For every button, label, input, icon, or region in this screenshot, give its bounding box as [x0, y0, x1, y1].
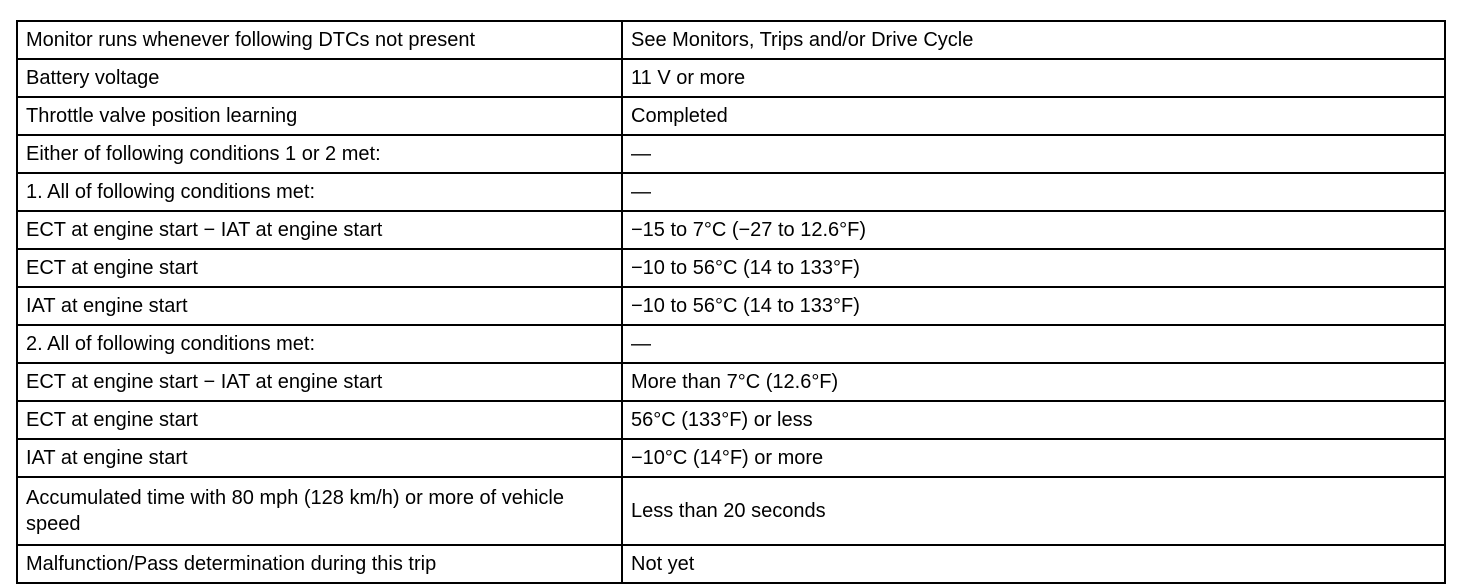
condition-value: —: [622, 135, 1445, 173]
table-row: [17, 439, 1445, 477]
table-row: [17, 249, 1445, 287]
condition-value: −10°C (14°F) or more: [622, 439, 1445, 477]
condition-label: 2. All of following conditions met:: [17, 325, 622, 363]
condition-value: 56°C (133°F) or less: [622, 401, 1445, 439]
condition-value: −10 to 56°C (14 to 133°F): [622, 249, 1445, 287]
table-row: [17, 59, 1445, 97]
condition-label: ECT at engine start − IAT at engine start: [17, 363, 622, 401]
condition-value: Completed: [622, 97, 1445, 135]
condition-value: See Monitors, Trips and/or Drive Cycle: [622, 21, 1445, 59]
condition-value: Less than 20 seconds: [622, 477, 1445, 545]
condition-label: Monitor runs whenever following DTCs not present: [17, 21, 622, 59]
condition-label: Battery voltage: [17, 59, 622, 97]
table-row: [17, 135, 1445, 173]
condition-value: More than 7°C (12.6°F): [622, 363, 1445, 401]
condition-label: ECT at engine start: [17, 249, 622, 287]
condition-value: —: [622, 325, 1445, 363]
condition-label: 1. All of following conditions met:: [17, 173, 622, 211]
table-row: [17, 97, 1445, 135]
condition-label: Either of following conditions 1 or 2 met:: [17, 135, 622, 173]
condition-label: IAT at engine start: [17, 287, 622, 325]
condition-value: —: [622, 173, 1445, 211]
conditions-table: [16, 20, 1446, 584]
table-row: [17, 21, 1445, 59]
conditions-table-wrapper: [16, 20, 1446, 584]
condition-label: ECT at engine start: [17, 401, 622, 439]
condition-label: IAT at engine start: [17, 439, 622, 477]
table-row: [17, 363, 1445, 401]
condition-label: ECT at engine start − IAT at engine start: [17, 211, 622, 249]
condition-value: −10 to 56°C (14 to 133°F): [622, 287, 1445, 325]
table-row: [17, 173, 1445, 211]
condition-value: Not yet: [622, 545, 1445, 583]
table-row: [17, 545, 1445, 583]
condition-label: Accumulated time with 80 mph (128 km/h) or more of vehicle speed: [17, 477, 622, 545]
condition-label: Malfunction/Pass determination during this trip: [17, 545, 622, 583]
table-row: [17, 325, 1445, 363]
table-row: [17, 211, 1445, 249]
condition-label: Throttle valve position learning: [17, 97, 622, 135]
condition-value: −15 to 7°C (−27 to 12.6°F): [622, 211, 1445, 249]
table-row: [17, 287, 1445, 325]
condition-value: 11 V or more: [622, 59, 1445, 97]
table-row: [17, 477, 1445, 545]
table-row: [17, 401, 1445, 439]
